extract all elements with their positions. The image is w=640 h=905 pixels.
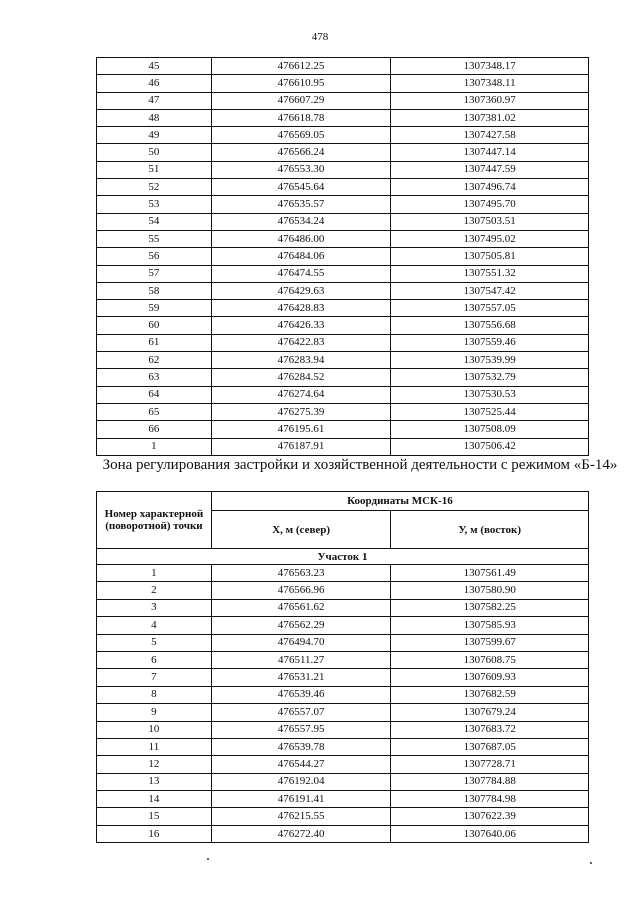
x-coordinate-cell: 476187.91 bbox=[211, 438, 391, 455]
y-coordinate-cell: 1307360.97 bbox=[391, 92, 589, 109]
table-row bbox=[97, 704, 589, 721]
point-number-cell: 46 bbox=[97, 75, 212, 92]
table-row bbox=[97, 669, 589, 686]
table-row bbox=[97, 582, 589, 599]
table-header bbox=[97, 492, 589, 549]
table-row bbox=[97, 738, 589, 755]
x-coordinate-cell: 476422.83 bbox=[211, 334, 391, 351]
y-coordinate-cell: 1307784.98 bbox=[391, 791, 589, 808]
x-coordinate-cell: 476195.61 bbox=[211, 421, 391, 438]
header-point-number: Номер характерной (поворотной) точки bbox=[97, 492, 212, 549]
y-coordinate-cell: 1307348.17 bbox=[391, 58, 589, 75]
point-number-cell: 6 bbox=[97, 651, 212, 668]
x-coordinate-cell: 476486.00 bbox=[211, 230, 391, 247]
coordinates-table-body bbox=[97, 58, 589, 456]
table-row bbox=[97, 634, 589, 651]
point-number-cell: 7 bbox=[97, 669, 212, 686]
y-coordinate-cell: 1307547.42 bbox=[391, 282, 589, 299]
zone-heading: Зона регулирования застройки и хозяйственной деятельности с режимом «Б-14» bbox=[102, 457, 618, 473]
header-coordinates: Координаты МСК-16 bbox=[211, 492, 588, 511]
table-row bbox=[97, 248, 589, 265]
point-number-cell: 64 bbox=[97, 386, 212, 403]
table-row bbox=[97, 213, 589, 230]
y-coordinate-cell: 1307640.06 bbox=[391, 825, 589, 842]
table-row bbox=[97, 403, 589, 420]
table-row bbox=[97, 386, 589, 403]
table-row bbox=[97, 334, 589, 351]
table-row bbox=[97, 773, 589, 790]
x-coordinate-cell: 476484.06 bbox=[211, 248, 391, 265]
table-row bbox=[97, 438, 589, 455]
x-coordinate-cell: 476215.55 bbox=[211, 808, 391, 825]
table-row bbox=[97, 421, 589, 438]
x-coordinate-cell: 476612.25 bbox=[211, 58, 391, 75]
y-coordinate-cell: 1307679.24 bbox=[391, 704, 589, 721]
y-coordinate-cell: 1307784.88 bbox=[391, 773, 589, 790]
page-number: 478 bbox=[311, 31, 329, 43]
point-number-cell: 9 bbox=[97, 704, 212, 721]
y-coordinate-cell: 1307559.46 bbox=[391, 334, 589, 351]
point-number-cell: 48 bbox=[97, 109, 212, 126]
point-number-cell: 3 bbox=[97, 599, 212, 616]
y-coordinate-cell: 1307682.59 bbox=[391, 686, 589, 703]
point-number-cell: 49 bbox=[97, 127, 212, 144]
point-number-cell: 57 bbox=[97, 265, 212, 282]
x-coordinate-cell: 476511.27 bbox=[211, 651, 391, 668]
y-coordinate-cell: 1307585.93 bbox=[391, 617, 589, 634]
table-row bbox=[97, 230, 589, 247]
table-row bbox=[97, 265, 589, 282]
scan-speck bbox=[590, 862, 592, 864]
point-number-cell: 66 bbox=[97, 421, 212, 438]
table-row bbox=[97, 109, 589, 126]
y-coordinate-cell: 1307683.72 bbox=[391, 721, 589, 738]
y-coordinate-cell: 1307447.59 bbox=[391, 161, 589, 178]
coordinates-table-continued bbox=[96, 57, 589, 456]
y-coordinate-cell: 1307495.70 bbox=[391, 196, 589, 213]
x-coordinate-cell: 476192.04 bbox=[211, 773, 391, 790]
y-coordinate-cell: 1307551.32 bbox=[391, 265, 589, 282]
y-coordinate-cell: 1307609.93 bbox=[391, 669, 589, 686]
point-number-cell: 15 bbox=[97, 808, 212, 825]
table-row bbox=[97, 565, 589, 582]
y-coordinate-cell: 1307505.81 bbox=[391, 248, 589, 265]
x-coordinate-cell: 476284.52 bbox=[211, 369, 391, 386]
point-number-cell: 12 bbox=[97, 756, 212, 773]
point-number-cell: 5 bbox=[97, 634, 212, 651]
y-coordinate-cell: 1307447.14 bbox=[391, 144, 589, 161]
x-coordinate-cell: 476275.39 bbox=[211, 403, 391, 420]
point-number-cell: 63 bbox=[97, 369, 212, 386]
x-coordinate-cell: 476494.70 bbox=[211, 634, 391, 651]
x-coordinate-cell: 476274.64 bbox=[211, 386, 391, 403]
y-coordinate-cell: 1307561.49 bbox=[391, 565, 589, 582]
table-row bbox=[97, 196, 589, 213]
y-coordinate-cell: 1307608.75 bbox=[391, 651, 589, 668]
x-coordinate-cell: 476283.94 bbox=[211, 352, 391, 369]
point-number-cell: 45 bbox=[97, 58, 212, 75]
x-coordinate-cell: 476545.64 bbox=[211, 179, 391, 196]
point-number-cell: 14 bbox=[97, 791, 212, 808]
x-coordinate-cell: 476566.24 bbox=[211, 144, 391, 161]
point-number-cell: 51 bbox=[97, 161, 212, 178]
x-coordinate-cell: 476618.78 bbox=[211, 109, 391, 126]
table-row bbox=[97, 686, 589, 703]
x-coordinate-cell: 476426.33 bbox=[211, 317, 391, 334]
x-coordinate-cell: 476562.29 bbox=[211, 617, 391, 634]
header-y-east: У, м (восток) bbox=[391, 511, 589, 549]
zone-coordinates-table bbox=[96, 491, 589, 843]
x-coordinate-cell: 476539.46 bbox=[211, 686, 391, 703]
point-number-cell: 2 bbox=[97, 582, 212, 599]
plot-row bbox=[97, 549, 589, 565]
x-coordinate-cell: 476563.23 bbox=[211, 565, 391, 582]
table-row bbox=[97, 599, 589, 616]
y-coordinate-cell: 1307496.74 bbox=[391, 179, 589, 196]
point-number-cell: 61 bbox=[97, 334, 212, 351]
x-coordinate-cell: 476531.21 bbox=[211, 669, 391, 686]
point-number-cell: 54 bbox=[97, 213, 212, 230]
table-row bbox=[97, 127, 589, 144]
y-coordinate-cell: 1307525.44 bbox=[391, 403, 589, 420]
point-number-cell: 10 bbox=[97, 721, 212, 738]
y-coordinate-cell: 1307503.51 bbox=[391, 213, 589, 230]
x-coordinate-cell: 476191.41 bbox=[211, 791, 391, 808]
y-coordinate-cell: 1307557.05 bbox=[391, 300, 589, 317]
table-row bbox=[97, 721, 589, 738]
point-number-cell: 50 bbox=[97, 144, 212, 161]
table-row bbox=[97, 282, 589, 299]
table-row bbox=[97, 651, 589, 668]
table-row bbox=[97, 144, 589, 161]
x-coordinate-cell: 476428.83 bbox=[211, 300, 391, 317]
table-row bbox=[97, 317, 589, 334]
point-number-cell: 55 bbox=[97, 230, 212, 247]
y-coordinate-cell: 1307687.05 bbox=[391, 738, 589, 755]
x-coordinate-cell: 476557.07 bbox=[211, 704, 391, 721]
table-row bbox=[97, 58, 589, 75]
y-coordinate-cell: 1307348.11 bbox=[391, 75, 589, 92]
point-number-cell: 56 bbox=[97, 248, 212, 265]
point-number-cell: 60 bbox=[97, 317, 212, 334]
point-number-cell: 16 bbox=[97, 825, 212, 842]
x-coordinate-cell: 476553.30 bbox=[211, 161, 391, 178]
zone-table-body bbox=[97, 565, 589, 843]
x-coordinate-cell: 476534.24 bbox=[211, 213, 391, 230]
y-coordinate-cell: 1307539.99 bbox=[391, 352, 589, 369]
table-row bbox=[97, 161, 589, 178]
x-coordinate-cell: 476561.62 bbox=[211, 599, 391, 616]
point-number-cell: 8 bbox=[97, 686, 212, 703]
plot-label: Участок 1 bbox=[97, 549, 589, 565]
x-coordinate-cell: 476474.55 bbox=[211, 265, 391, 282]
point-number-cell: 58 bbox=[97, 282, 212, 299]
x-coordinate-cell: 476535.57 bbox=[211, 196, 391, 213]
point-number-cell: 52 bbox=[97, 179, 212, 196]
point-number-cell: 53 bbox=[97, 196, 212, 213]
x-coordinate-cell: 476566.96 bbox=[211, 582, 391, 599]
y-coordinate-cell: 1307495.02 bbox=[391, 230, 589, 247]
y-coordinate-cell: 1307506.42 bbox=[391, 438, 589, 455]
y-coordinate-cell: 1307556.68 bbox=[391, 317, 589, 334]
table-row bbox=[97, 825, 589, 842]
x-coordinate-cell: 476539.78 bbox=[211, 738, 391, 755]
y-coordinate-cell: 1307381.02 bbox=[391, 109, 589, 126]
x-coordinate-cell: 476610.95 bbox=[211, 75, 391, 92]
y-coordinate-cell: 1307508.09 bbox=[391, 421, 589, 438]
x-coordinate-cell: 476429.63 bbox=[211, 282, 391, 299]
point-number-cell: 4 bbox=[97, 617, 212, 634]
header-x-north: Х, м (север) bbox=[211, 511, 391, 549]
x-coordinate-cell: 476557.95 bbox=[211, 721, 391, 738]
table-row bbox=[97, 808, 589, 825]
table-row bbox=[97, 756, 589, 773]
y-coordinate-cell: 1307530.53 bbox=[391, 386, 589, 403]
table-row bbox=[97, 300, 589, 317]
scan-speck bbox=[207, 858, 209, 860]
x-coordinate-cell: 476607.29 bbox=[211, 92, 391, 109]
x-coordinate-cell: 476544.27 bbox=[211, 756, 391, 773]
y-coordinate-cell: 1307580.90 bbox=[391, 582, 589, 599]
table-row bbox=[97, 92, 589, 109]
point-number-cell: 1 bbox=[97, 438, 212, 455]
point-number-cell: 1 bbox=[97, 565, 212, 582]
table-row bbox=[97, 369, 589, 386]
table-row bbox=[97, 791, 589, 808]
y-coordinate-cell: 1307582.25 bbox=[391, 599, 589, 616]
y-coordinate-cell: 1307622.39 bbox=[391, 808, 589, 825]
x-coordinate-cell: 476569.05 bbox=[211, 127, 391, 144]
x-coordinate-cell: 476272.40 bbox=[211, 825, 391, 842]
point-number-cell: 11 bbox=[97, 738, 212, 755]
point-number-cell: 59 bbox=[97, 300, 212, 317]
y-coordinate-cell: 1307728.71 bbox=[391, 756, 589, 773]
table-row bbox=[97, 352, 589, 369]
point-number-cell: 13 bbox=[97, 773, 212, 790]
point-number-cell: 62 bbox=[97, 352, 212, 369]
table-row bbox=[97, 617, 589, 634]
y-coordinate-cell: 1307599.67 bbox=[391, 634, 589, 651]
table-row bbox=[97, 75, 589, 92]
y-coordinate-cell: 1307532.79 bbox=[391, 369, 589, 386]
y-coordinate-cell: 1307427.58 bbox=[391, 127, 589, 144]
point-number-cell: 47 bbox=[97, 92, 212, 109]
table-row bbox=[97, 179, 589, 196]
point-number-cell: 65 bbox=[97, 403, 212, 420]
